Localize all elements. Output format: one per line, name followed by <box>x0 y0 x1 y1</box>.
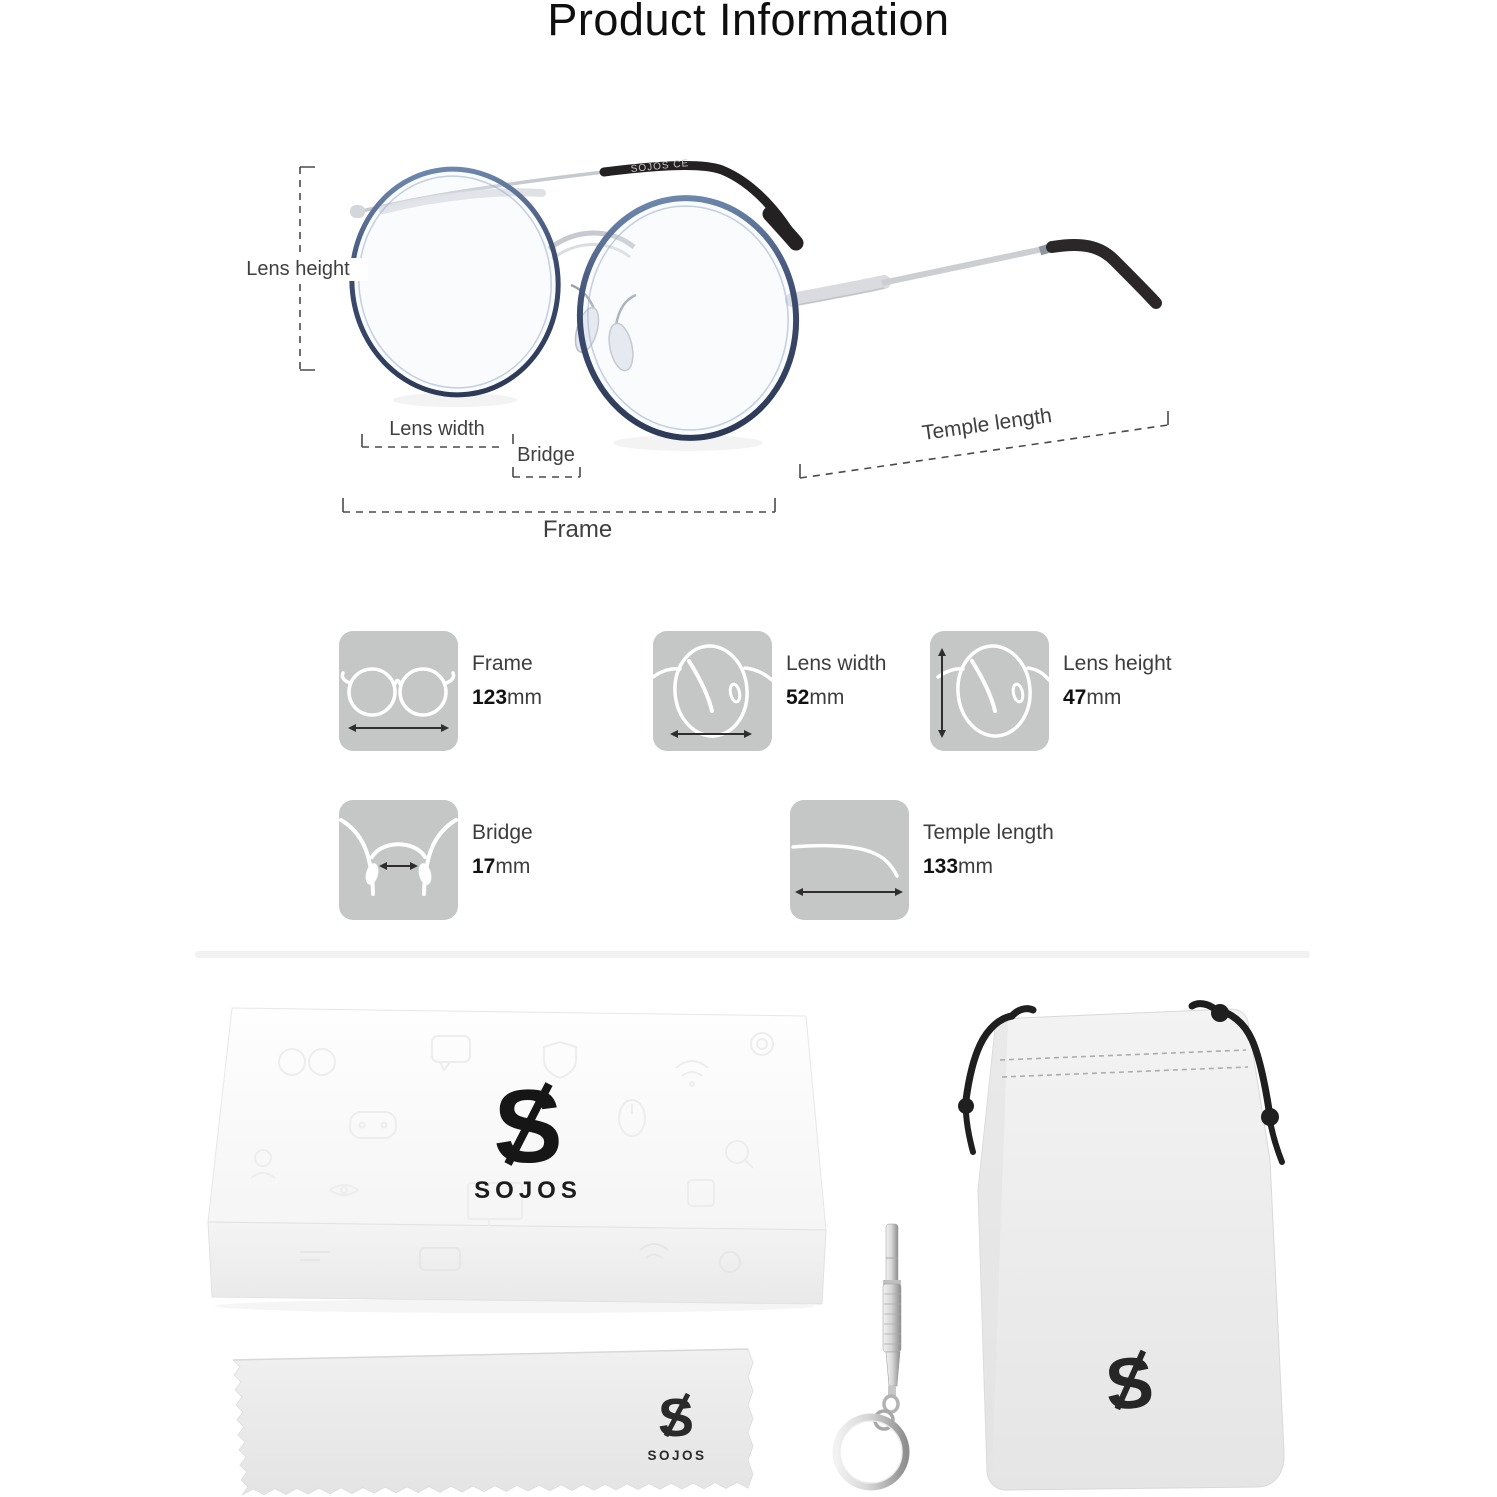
glasses-case-box <box>208 1008 826 1313</box>
lens-height-measure-icon <box>930 631 1049 751</box>
right-lens <box>570 189 806 447</box>
spec-label: Bridge <box>472 821 533 844</box>
box-brand-text: SOJOS <box>474 1177 582 1204</box>
spec-card-temple-length <box>790 800 1054 920</box>
frame-line <box>343 498 775 512</box>
lens-width-measure-icon <box>653 631 772 751</box>
spec-label: Temple length <box>923 821 1054 844</box>
bridge-label: Bridge <box>500 444 592 467</box>
spec-card-bridge <box>339 800 533 920</box>
spec-value: 47mm <box>1063 685 1122 709</box>
cloth-logo-glyph: S <box>657 1388 695 1448</box>
keyring <box>836 1417 906 1487</box>
spec-card-frame <box>339 631 542 751</box>
cloth-brand-text: SOJOS <box>647 1448 707 1463</box>
spec-value: 133mm <box>923 854 994 878</box>
screwdriver-keychain <box>836 1224 906 1487</box>
pouch-logo-glyph: S <box>1102 1342 1157 1426</box>
lens-height-label: Lens height <box>228 258 368 281</box>
spec-card-lens-width <box>653 631 886 751</box>
temple-length-label: Temple length <box>900 401 1074 449</box>
bridge-measure-icon <box>339 800 458 920</box>
box-logo-glyph: S <box>493 1069 563 1185</box>
lens-width-label: Lens width <box>372 418 502 441</box>
spec-label: Lens height <box>1063 652 1172 675</box>
spec-card-lens-height <box>930 631 1172 751</box>
spec-label: Lens width <box>786 652 887 675</box>
glasses-diagram <box>0 0 1497 600</box>
pouch-logo <box>1103 1342 1156 1425</box>
cleaning-cloth <box>233 1349 753 1495</box>
drawstring-pouch <box>958 1004 1284 1490</box>
bridge-line <box>513 466 580 477</box>
frame-label: Frame <box>495 516 660 544</box>
right-temple <box>792 245 1156 306</box>
page-title: Product Information <box>547 0 950 45</box>
temple-length-measure-icon <box>790 800 909 920</box>
temple-brand-print: SOJOS CE <box>630 157 690 176</box>
package-contents <box>0 960 1497 1497</box>
section-divider <box>195 951 1310 958</box>
spec-value: 52mm <box>786 685 845 709</box>
spec-value: 123mm <box>472 685 543 709</box>
frame-measure-icon <box>339 631 458 751</box>
spec-value: 17mm <box>472 854 531 878</box>
spec-label: Frame <box>472 652 533 675</box>
